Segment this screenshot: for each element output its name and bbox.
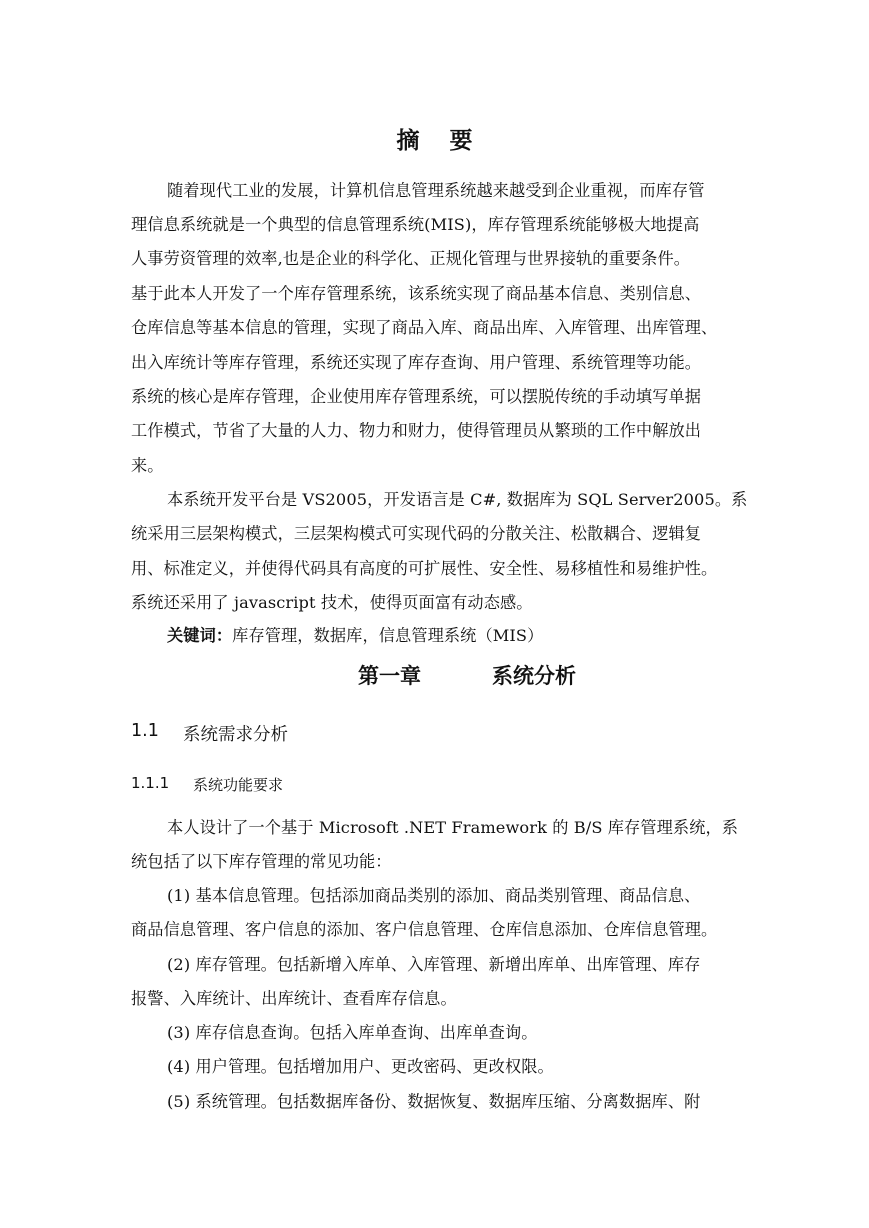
abstract-para1-line: 出入库统计等库存管理，系统还实现了库存查询、用户管理、系统管理等功能。 xyxy=(131,353,702,372)
list-item-continuation: 报警、入库统计、出库统计、查看库存信息。 xyxy=(131,989,457,1008)
abstract-para2-line: 系统还采用了 javascript 技术，使得页面富有动态感。 xyxy=(131,593,533,612)
abstract-para1-line: 人事劳资管理的效率,也是企业的科学化、正规化管理与世界接轨的重要条件。 xyxy=(131,249,691,268)
list-item xyxy=(167,1023,538,1043)
abstract-para2-line: 本系统开发平台是 VS2005，开发语言是 C#, 数据库为 SQL Server2005。系 xyxy=(167,490,748,509)
abstract-para1-line: 随着现代工业的发展，计算机信息管理系统越来越受到企业重视，而库存管 xyxy=(167,181,705,200)
section-title: 系统需求分析 xyxy=(183,725,288,745)
keywords xyxy=(167,626,543,646)
list-item-number: (3) xyxy=(167,1023,191,1042)
list-item xyxy=(167,886,700,906)
list-item-text: 用户管理。包括增加用户、更改密码、更改权限。 xyxy=(195,1057,554,1076)
abstract-para1-line: 系统的核心是库存管理，企业使用库存管理系统，可以摆脱传统的手动填写单据 xyxy=(131,387,702,406)
list-item xyxy=(167,955,700,975)
list-item-number: (1) xyxy=(167,886,191,905)
subsection-number: 1.1.1 xyxy=(131,774,170,792)
list-item xyxy=(167,1057,554,1077)
list-item-continuation: 商品信息管理、客户信息的添加、客户信息管理、仓库信息添加、仓库信息管理。 xyxy=(131,920,718,939)
keywords-text: 库存管理，数据库，信息管理系统（MIS） xyxy=(232,626,544,645)
list-item-number: (5) xyxy=(167,1092,191,1111)
abstract-para1-line: 来。 xyxy=(131,456,164,475)
list-item-text: 库存管理。包括新增入库单、入库管理、新增出库单、出库管理、库存 xyxy=(195,955,701,974)
abstract-para1-line: 仓库信息等基本信息的管理，实现了商品入库、商品出库、入库管理、出库管理、 xyxy=(131,318,718,337)
section-number: 1.1 xyxy=(131,721,159,741)
abstract-title: 摘要 xyxy=(396,128,503,154)
list-item xyxy=(167,1092,700,1112)
abstract-para1-line: 工作模式，节省了大量的人力、物力和财力，使得管理员从繁琐的工作中解放出 xyxy=(131,421,702,440)
subsection-title: 系统功能要求 xyxy=(193,776,284,794)
abstract-para2-line: 用、标准定义，并使得代码具有高度的可扩展性、安全性、易移植性和易维护性。 xyxy=(131,559,718,578)
body-intro-line: 统包括了以下库存管理的常见功能： xyxy=(131,852,392,871)
list-item-number: (4) xyxy=(167,1057,191,1076)
chapter-title: 系统分析 xyxy=(492,664,576,688)
abstract-para1-line: 理信息系统就是一个典型的信息管理系统(MIS)，库存管理系统能够极大地提高 xyxy=(131,215,700,234)
chapter-number: 第一章 xyxy=(358,664,421,688)
abstract-para2-line: 统采用三层架构模式，三层架构模式可实现代码的分散关注、松散耦合、逻辑复 xyxy=(131,524,702,543)
list-item-text: 库存信息查询。包括入库单查询、出库单查询。 xyxy=(195,1023,538,1042)
body-intro-line: 本人设计了一个基于 Microsoft .NET Framework 的 B/S 库存管理系统，系 xyxy=(167,818,739,837)
list-item-text: 基本信息管理。包括添加商品类别的添加、商品类别管理、商品信息、 xyxy=(195,886,701,905)
list-item-number: (2) xyxy=(167,955,191,974)
list-item-text: 系统管理。包括数据库备份、数据恢复、数据库压缩、分离数据库、附 xyxy=(195,1092,701,1111)
keywords-label: 关键词： xyxy=(167,626,233,645)
abstract-para1-line: 基于此本人开发了一个库存管理系统，该系统实现了商品基本信息、类别信息、 xyxy=(131,284,702,303)
